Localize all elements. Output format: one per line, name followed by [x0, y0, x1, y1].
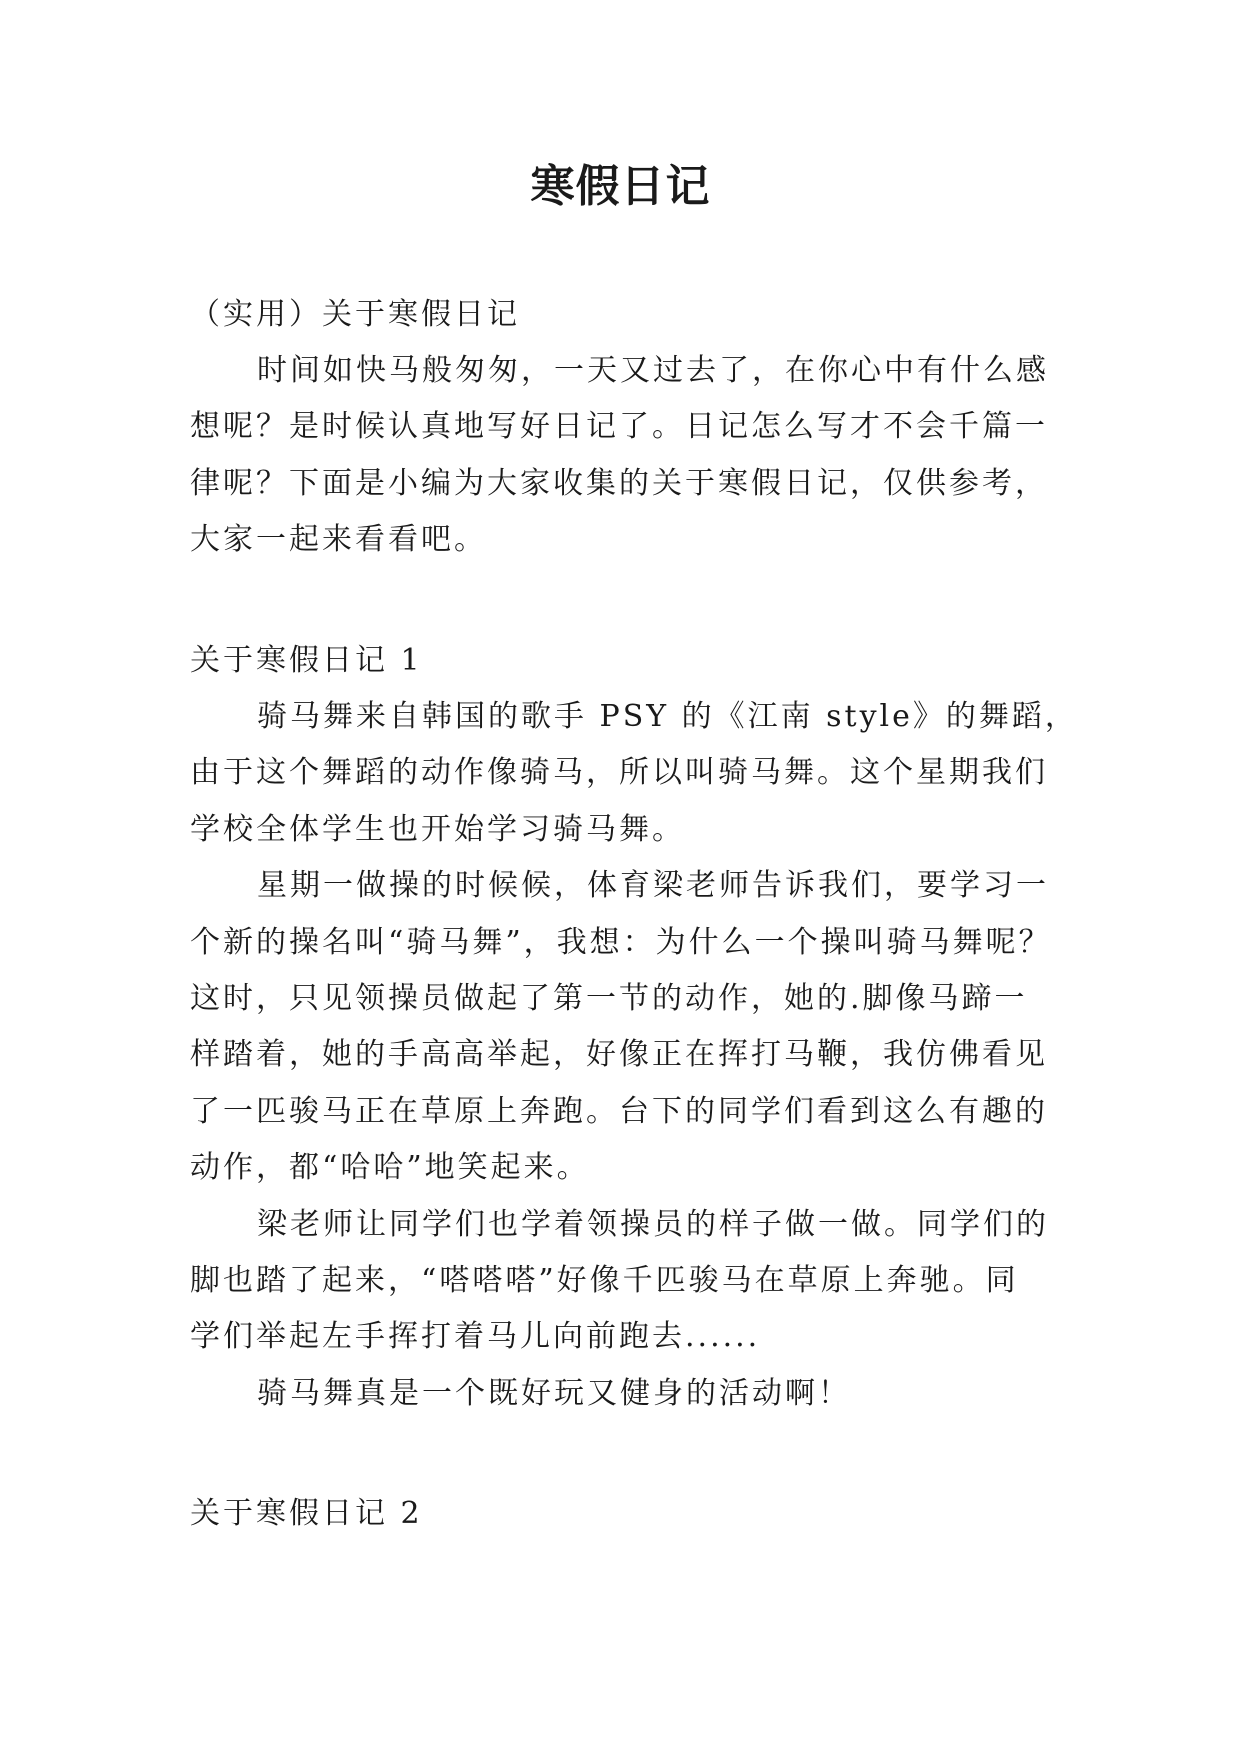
body-line: 这时，只见领操员做起了第一节的动作，她的.脚像马蹄一: [190, 981, 1028, 1016]
section-heading: 关于寒假日记 2: [190, 1496, 423, 1531]
body-line: 星期一做操的时候候，体育梁老师告诉我们，要学习一: [257, 868, 1049, 903]
body-line: 样踏着，她的手高高举起，好像正在挥打马鞭，我仿佛看见: [190, 1037, 1048, 1072]
page-title: 寒假日记: [530, 161, 711, 212]
body-line: 了一匹骏马正在草原上奔跑。台下的同学们看到这么有趣的: [190, 1094, 1048, 1129]
intro-line: 大家一起来看看吧。: [190, 522, 487, 557]
intro-line: 时间如快马般匆匆，一天又过去了，在你心中有什么感: [257, 353, 1049, 388]
body-line: 由于这个舞蹈的动作像骑马，所以叫骑马舞。这个星期我们: [190, 755, 1048, 790]
body-line: 骑马舞真是一个既好玩又健身的活动啊！: [257, 1376, 851, 1411]
body-line: 梁老师让同学们也学着领操员的样子做一做。同学们的: [257, 1207, 1049, 1242]
body-line: 学们举起左手挥打着马儿向前跑去......: [190, 1319, 761, 1354]
subtitle: （实用）关于寒假日记: [190, 297, 520, 332]
intro-line: 想呢？是时候认真地写好日记了。日记怎么写才不会千篇一: [190, 409, 1048, 444]
body-line: 动作，都“哈哈”地笑起来。: [190, 1150, 590, 1185]
intro-line: 律呢？下面是小编为大家收集的关于寒假日记，仅供参考，: [190, 466, 1048, 501]
body-line: 脚也踏了起来，“嗒嗒嗒”好像千匹骏马在草原上奔驰。同: [190, 1263, 1019, 1298]
body-line: 个新的操名叫“骑马舞”，我想：为什么一个操叫骑马舞呢？: [190, 925, 1052, 960]
body-line: 骑马舞来自韩国的歌手 PSY 的《江南 style》的舞蹈，: [257, 699, 1078, 734]
body-line: 学校全体学生也开始学习骑马舞。: [190, 812, 685, 847]
section-heading: 关于寒假日记 1: [190, 643, 423, 678]
